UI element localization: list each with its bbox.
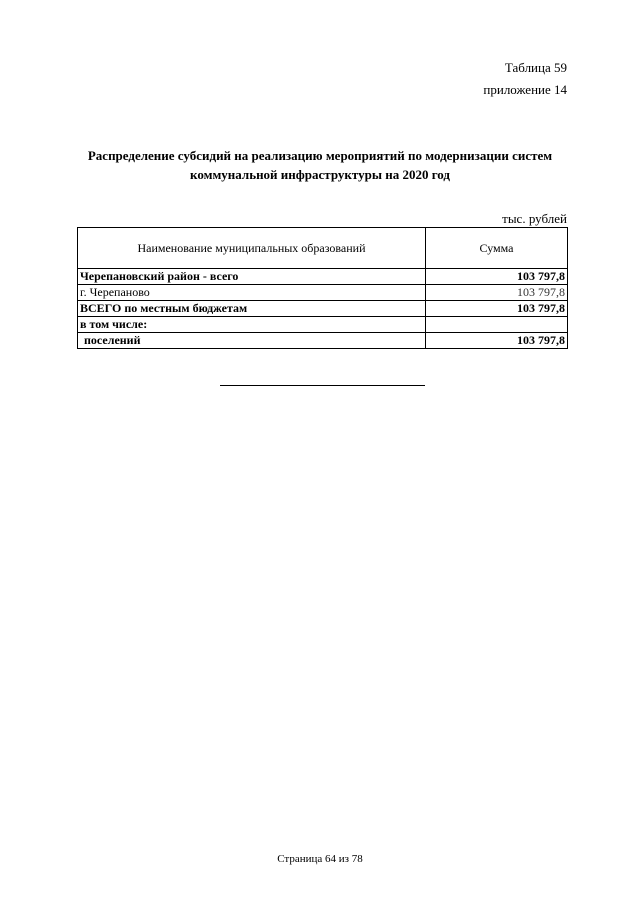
appendix-label: приложение 14: [483, 82, 567, 97]
table-row: [78, 333, 568, 349]
separator-line: [220, 385, 425, 386]
table-row: [78, 269, 568, 285]
table-number: Таблица 59: [504, 60, 567, 75]
table-header-row: [78, 228, 568, 269]
units-label: тыс. рублей: [502, 211, 567, 226]
row-name: Черепановский район - всего: [78, 269, 426, 285]
row-value: 103 797,8: [426, 269, 568, 285]
page-number: Страница 64 из 78: [277, 853, 363, 865]
document-title: [60, 146, 580, 184]
row-value: 103 797,8: [426, 301, 568, 317]
row-name: ВСЕГО по местным бюджетам: [78, 301, 426, 317]
title-line-1: Распределение субсидий на реализацию мероприятий по модернизации систем: [87, 148, 553, 163]
column-header-name: Наименование муниципальных образований: [78, 228, 426, 269]
subsidy-table: [77, 227, 568, 349]
row-value: 103 797,8: [426, 285, 568, 301]
row-value: [426, 317, 568, 333]
title-line-2: коммунальной инфраструктуры на 2020 год: [190, 167, 450, 182]
row-name: поселений: [78, 333, 426, 349]
table-row: [78, 301, 568, 317]
table-row: [78, 285, 568, 301]
row-value: 103 797,8: [426, 333, 568, 349]
row-name: в том числе:: [78, 317, 426, 333]
column-header-sum: Сумма: [426, 228, 568, 269]
row-name: г. Черепаново: [78, 285, 426, 301]
table-row: [78, 317, 568, 333]
